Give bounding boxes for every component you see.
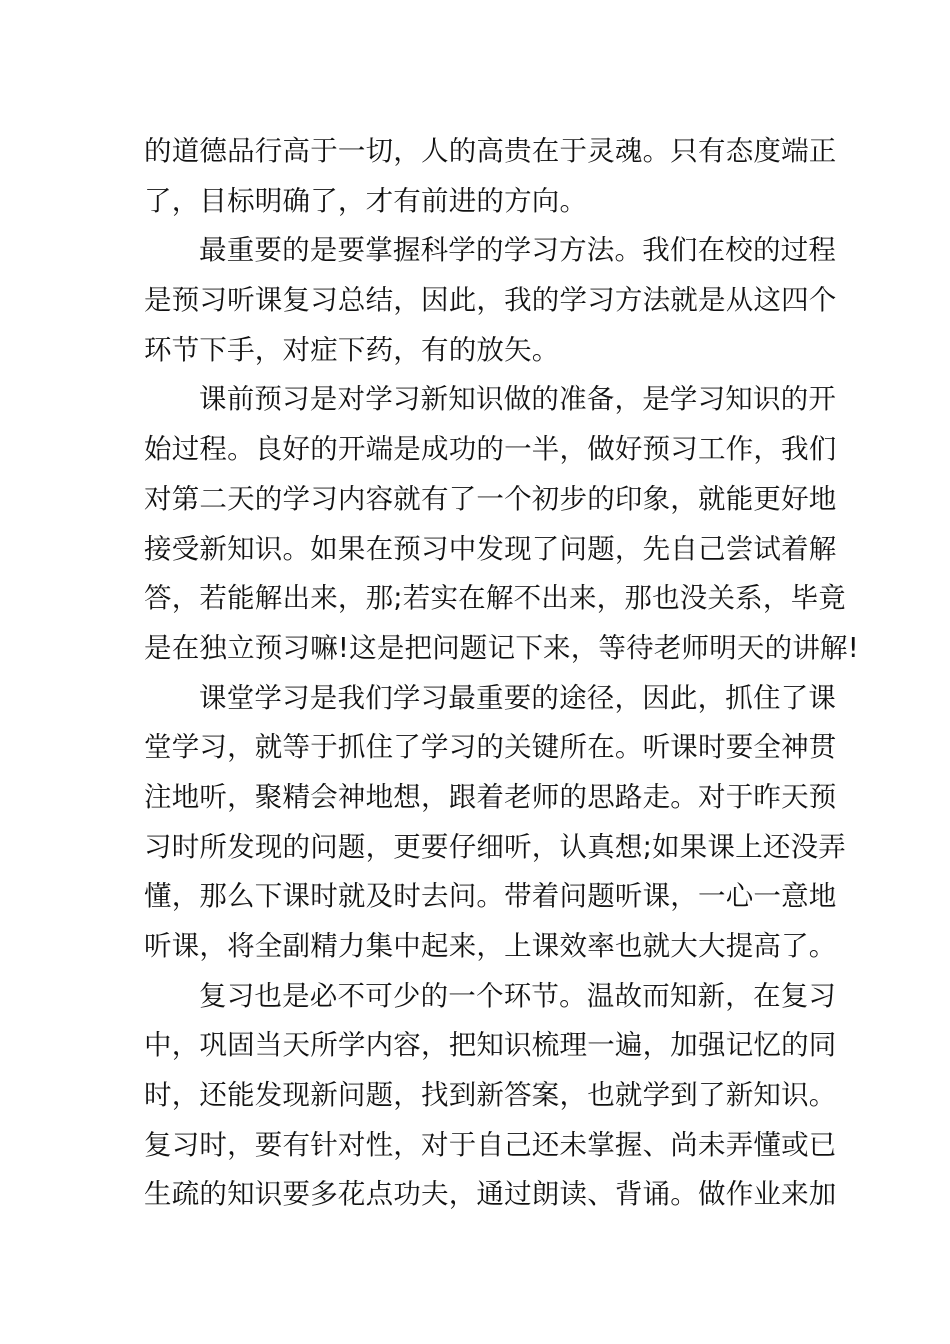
paragraph-first-line: 课堂学习是我们学习最重要的途径，因此，抓住了课 [199, 681, 837, 714]
text-line: 堂学习，就等于抓住了学习的关键所在。听课时要全神贯 [144, 731, 837, 764]
text-line: 答，若能解出来，那;若实在解不出来，那也没关系，毕竟 [144, 582, 846, 615]
text-line: 环节下手，对症下药，有的放矢。 [144, 333, 560, 366]
text-line: 的道德品行高于一切，人的高贵在于灵魂。只有态度端正 [144, 135, 837, 167]
text-line: 始过程。良好的开端是成功的一半，做好预习工作，我们 [144, 433, 837, 466]
text-line: 中，巩固当天所学内容，把知识梳理一遍，加强记忆的同 [144, 1029, 837, 1062]
text-line: 了，目标明确了，才有前进的方向。 [144, 184, 588, 217]
text-line: 注地听，聚精会神地想，跟着老师的思路走。对于昨天预 [144, 780, 837, 813]
text-line: 接受新知识。如果在预习中发现了问题，先自己尝试着解 [144, 532, 837, 565]
text-line: 习时所发现的问题，更要仔细听，认真想;如果课上还没弄 [144, 830, 846, 863]
text-line: 对第二天的学习内容就有了一个初步的印象，就能更好地 [144, 482, 837, 515]
text-line: 是预习听课复习总结，因此，我的学习方法就是从这四个 [144, 284, 837, 317]
text-line: 时，还能发现新问题，找到新答案，也就学到了新知识。 [144, 1079, 837, 1112]
paragraph-first-line: 课前预习是对学习新知识做的准备，是学习知识的开 [199, 383, 837, 416]
paragraph-first-line: 复习也是必不可少的一个环节。温故而知新，在复习 [199, 979, 837, 1012]
paragraph-first-line: 最重要的是要掌握科学的学习方法。我们在校的过程 [199, 234, 837, 267]
text-line: 听课，将全副精力集中起来，上课效率也就大大提高了。 [144, 930, 837, 962]
text-line: 懂，那么下课时就及时去问。带着问题听课，一心一意地 [144, 880, 837, 913]
text-line: 是在独立预习嘛!这是把问题记下来，等待老师明天的讲解! [144, 631, 859, 664]
text-line: 生疏的知识要多花点功夫，通过朗读、背诵。做作业来加 [144, 1178, 837, 1211]
text-line: 复习时，要有针对性，对于自己还未掌握、尚未弄懂或已 [144, 1128, 837, 1161]
body-text [144, 127, 859, 1220]
